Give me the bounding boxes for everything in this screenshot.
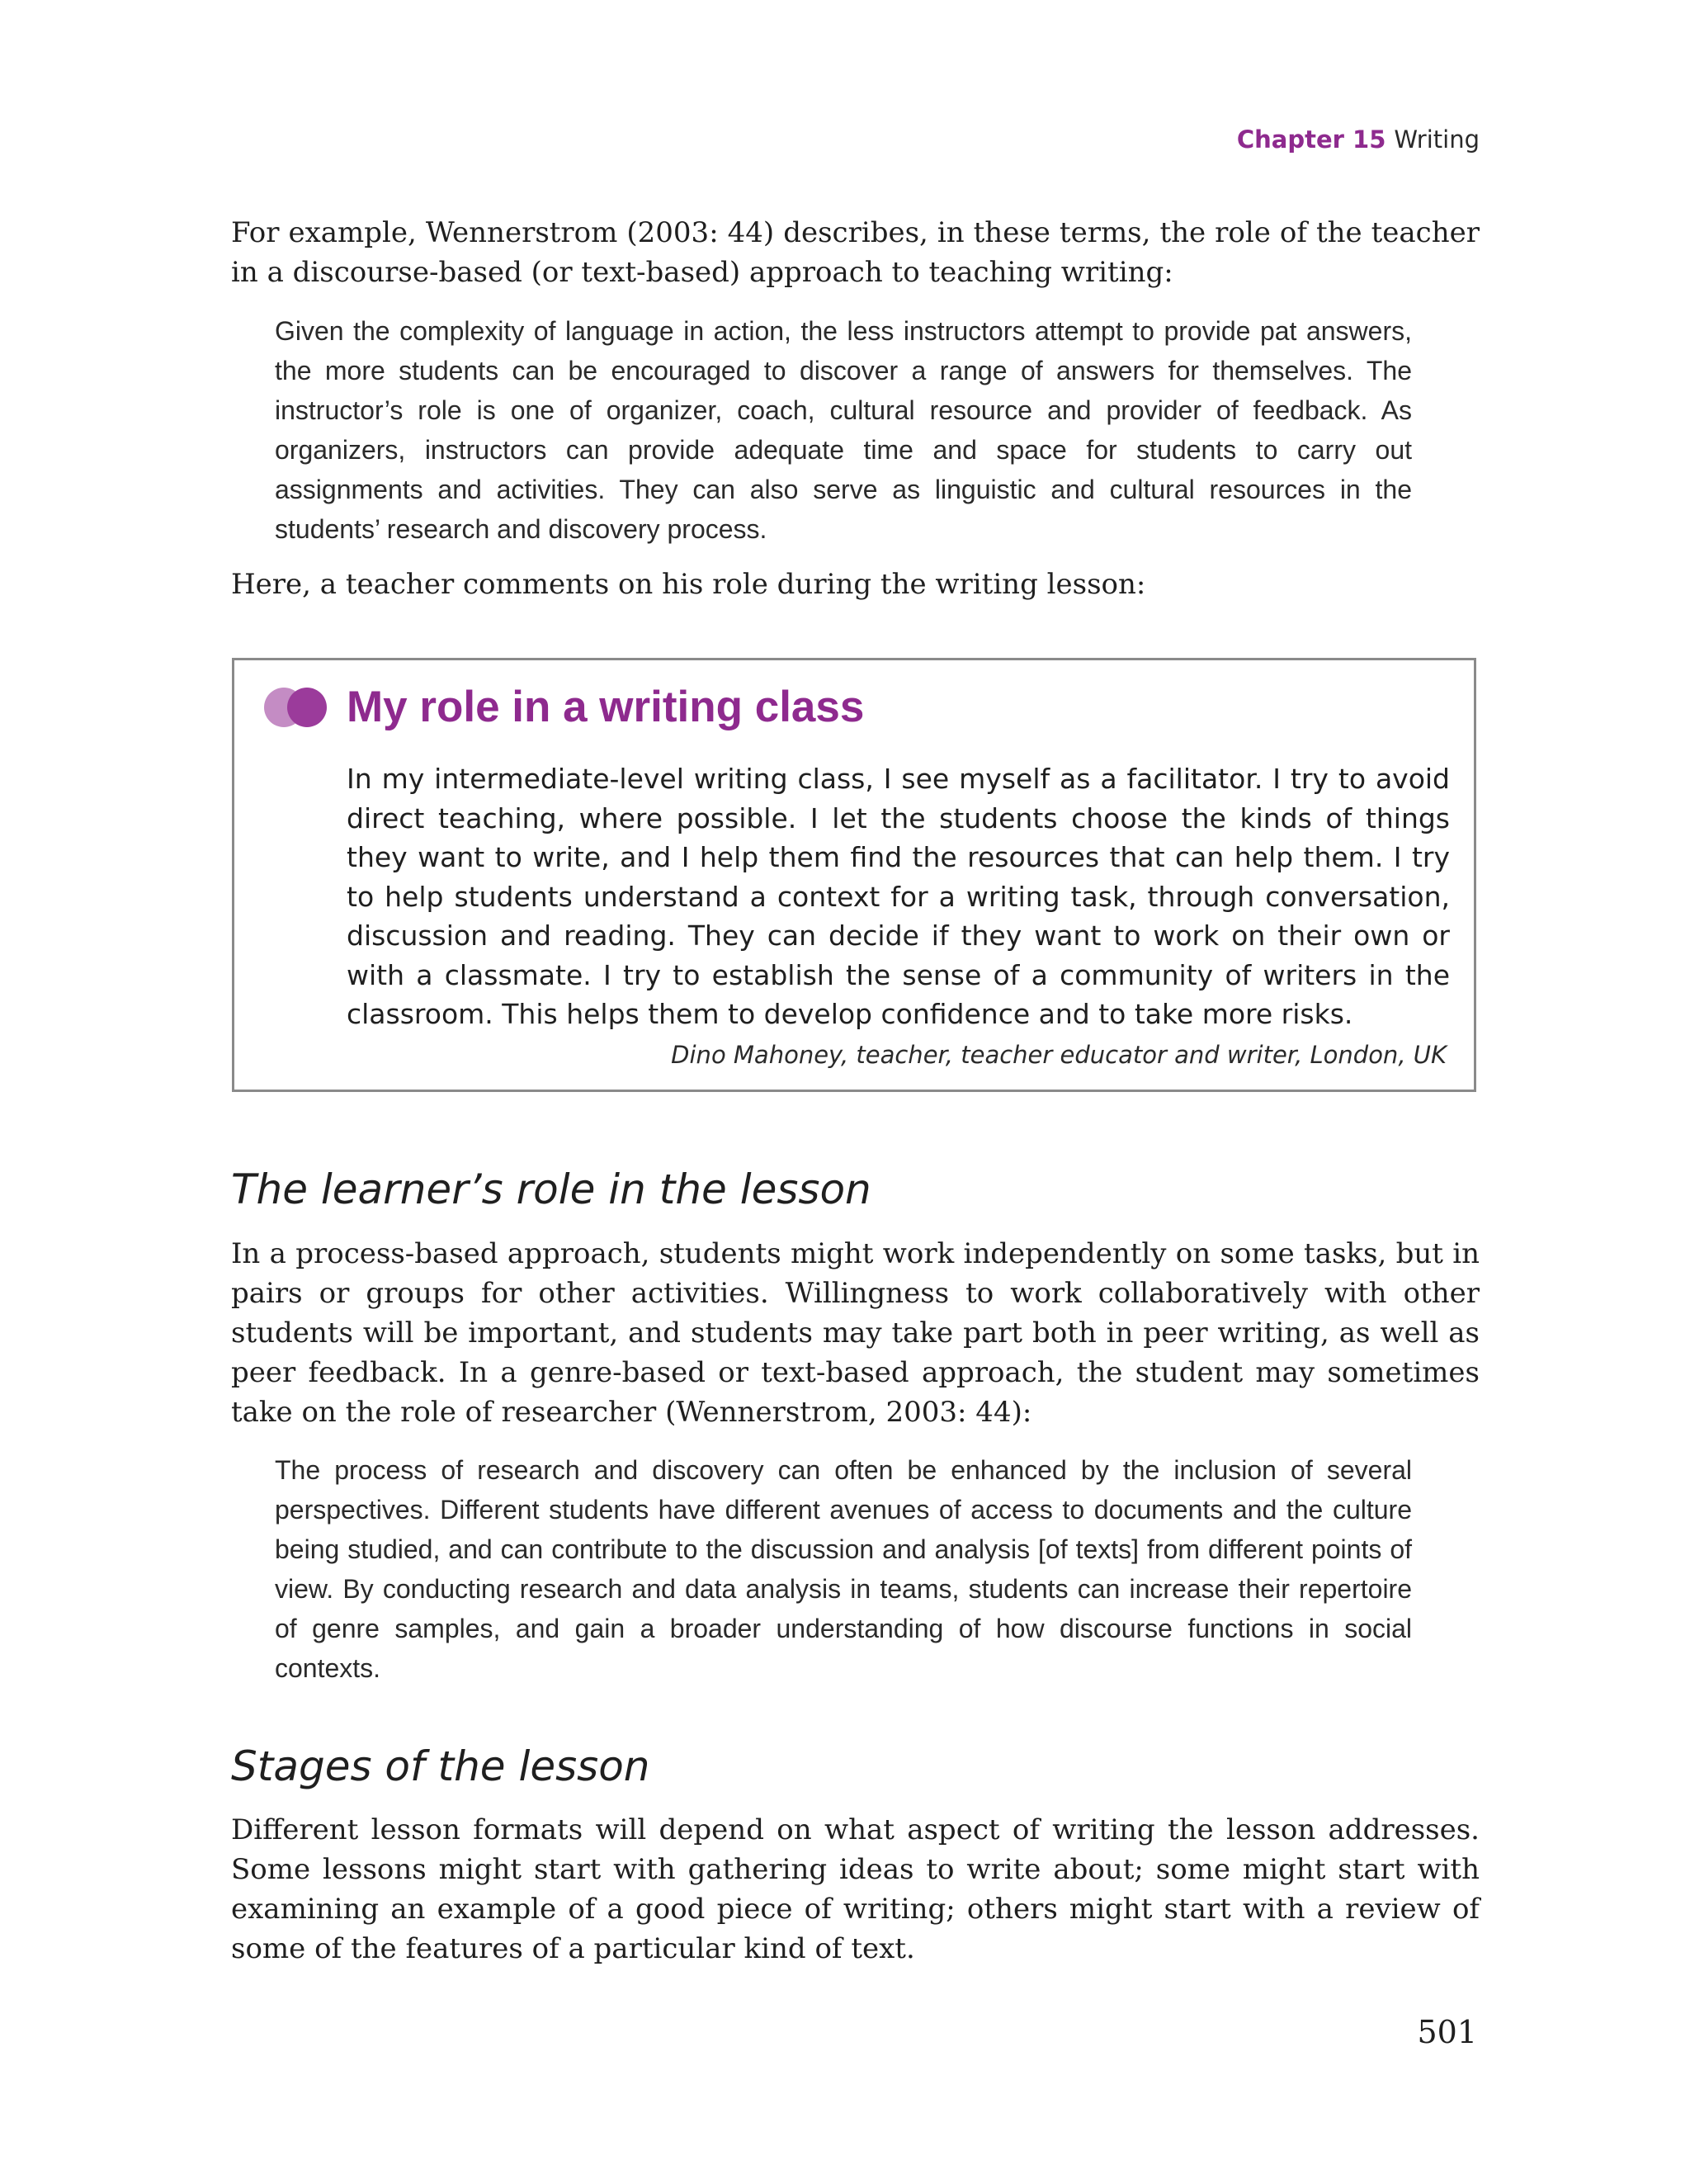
running-head-title: Writing [1394,125,1480,154]
feature-box-attribution: Dino Mahoney, teacher, teacher educator and writer, London, UK [671,1041,1447,1069]
section-heading-learner-role: The learner’s role in the lesson [231,1165,871,1213]
feature-box [232,658,1476,1092]
block-quote-wennerstrom-2: The process of research and discovery can often be enhanced by the inclusion of several perspectives. Different students have different avenues of access to documents and the culture being studied, and can contribute to the discussion and analysis [of texts] from different points of view. By conducting research and data analysis in teams, students can increase their repertoire of genre samples, and gain a broader understanding of how discourse functions in social contexts. [275,1455,1412,1683]
block-quote-wennerstrom-1: Given the complexity of language in action, the less instructors attempt to provide pat answers, the more students can be encouraged to discover a range of answers for themselves. The instructor’s role is one of organizer, coach, cultural resource and provider of feedback. As organizers, instructors can provide adequate time and space for students to carry out assignments and activities. They can also serve as linguistic and cultural resources in the students’ research and discovery process. [275,316,1412,544]
stages-paragraph: Different lesson formats will depend on what aspect of writing the lesson addresses. Some lessons might start with gathering ideas to write about; some might start with examining an example of a good piece of writing; others might start with a review of some of the features of a particular kind of text. [231,1813,1480,1965]
section-heading-stages: Stages of the lesson [231,1742,650,1790]
intro-paragraph: For example, Wennerstrom (2003: 44) describes, in these terms, the role of the teacher in a discourse-based (or text-based) approach to teaching writing: [231,216,1480,289]
double-circle-icon [264,688,330,729]
feature-box-title: My role in a writing class [347,683,865,731]
learner-role-paragraph: In a process-based approach, students might work independently on some tasks, but in pairs or groups for other activities. Willingness to work collaboratively with other students will be important, and students may take part both in peer writing, as well as peer feedback. In a genre-based or text-based approach, the student may sometimes take on the role of researcher (Wennerstrom, 2003: 44): [231,1237,1480,1429]
lead-in-paragraph: Here, a teacher comments on his role during the writing lesson: [231,568,1146,601]
running-head [1237,125,1480,154]
page-number: 501 [1417,2014,1477,2050]
feature-box-body: In my intermediate-level writing class, I see myself as a facilitator. I try to avoid direct teaching, where possible. I let the students choose the kinds of things they want to write, and I help them find the resources that can help them. I try to help students understand a context for a writing task, through conversation, discussion and reading. They can decide if they want to work on their own or with a classmate. I try to establish the sense of a community of writers in the classroom. This helps them to develop confidence and to take more risks. [347,763,1450,1030]
running-head-chapter: Chapter 15 [1236,125,1386,154]
